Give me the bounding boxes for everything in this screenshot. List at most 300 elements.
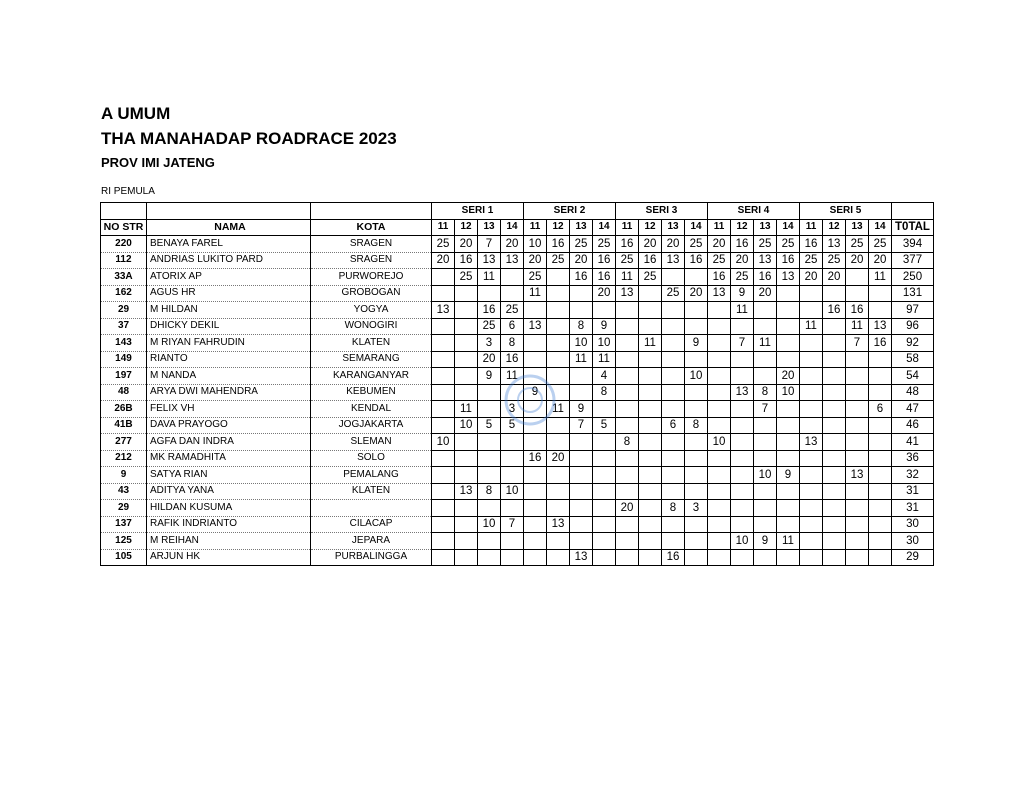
rider-city: KLATEN: [311, 483, 432, 500]
score-cell: [524, 483, 547, 500]
score-cell: [501, 500, 524, 517]
race-header: 13: [754, 219, 777, 236]
score-cell: [823, 335, 846, 352]
table-row: [101, 252, 934, 269]
score-cell: [501, 384, 524, 401]
total-cell: 394: [892, 236, 934, 253]
score-cell: 16: [593, 269, 616, 286]
rider-name: SATYA RIAN: [147, 467, 311, 484]
score-cell: [570, 516, 593, 533]
rider-name: FELIX VH: [147, 401, 311, 418]
score-cell: [524, 302, 547, 319]
score-cell: [639, 450, 662, 467]
score-cell: [823, 516, 846, 533]
score-cell: [455, 351, 478, 368]
score-cell: [501, 467, 524, 484]
score-cell: [570, 533, 593, 550]
rider-name: ATORIX AP: [147, 269, 311, 286]
score-cell: 13: [731, 384, 754, 401]
score-cell: [662, 302, 685, 319]
score-cell: [547, 434, 570, 451]
score-cell: 16: [823, 302, 846, 319]
score-cell: [478, 467, 501, 484]
score-cell: [823, 417, 846, 434]
table-row: [101, 450, 934, 467]
score-cell: [777, 318, 800, 335]
score-cell: [478, 401, 501, 418]
score-cell: [708, 401, 731, 418]
score-cell: [777, 302, 800, 319]
rider-name: RAFIK INDRIANTO: [147, 516, 311, 533]
score-cell: [731, 483, 754, 500]
score-cell: [708, 302, 731, 319]
score-cell: [524, 549, 547, 566]
score-cell: [570, 467, 593, 484]
score-cell: [846, 450, 869, 467]
rider-name: M REIHAN: [147, 533, 311, 550]
score-cell: [800, 335, 823, 352]
score-cell: 16: [662, 549, 685, 566]
score-cell: [846, 533, 869, 550]
total-cell: 30: [892, 533, 934, 550]
total-cell: 54: [892, 368, 934, 385]
score-cell: 4: [593, 368, 616, 385]
score-cell: [662, 401, 685, 418]
score-cell: 20: [800, 269, 823, 286]
score-cell: [754, 549, 777, 566]
score-cell: [685, 450, 708, 467]
score-cell: [662, 269, 685, 286]
score-cell: [662, 368, 685, 385]
score-cell: [616, 401, 639, 418]
rider-city: YOGYA: [311, 302, 432, 319]
score-cell: [616, 483, 639, 500]
score-cell: 25: [524, 269, 547, 286]
score-cell: 10: [777, 384, 800, 401]
score-cell: [455, 384, 478, 401]
score-cell: [823, 549, 846, 566]
blank-cell: [147, 203, 311, 220]
score-cell: 20: [731, 252, 754, 269]
score-cell: [616, 533, 639, 550]
score-cell: [662, 533, 685, 550]
score-cell: [478, 384, 501, 401]
score-cell: 20: [846, 252, 869, 269]
score-cell: [432, 384, 455, 401]
score-cell: [616, 417, 639, 434]
score-cell: [593, 401, 616, 418]
rider-number: 137: [101, 516, 147, 533]
total-cell: 32: [892, 467, 934, 484]
race-header: 14: [685, 219, 708, 236]
total-cell: 31: [892, 500, 934, 517]
score-cell: 25: [593, 236, 616, 253]
score-cell: [455, 434, 478, 451]
score-cell: [846, 483, 869, 500]
score-cell: 20: [432, 252, 455, 269]
score-cell: [639, 533, 662, 550]
score-cell: [432, 335, 455, 352]
score-cell: 25: [869, 236, 892, 253]
total-cell: 47: [892, 401, 934, 418]
score-cell: [846, 285, 869, 302]
score-cell: [432, 417, 455, 434]
score-cell: [432, 368, 455, 385]
score-cell: [708, 533, 731, 550]
score-cell: [846, 384, 869, 401]
score-cell: [478, 285, 501, 302]
rider-number: 220: [101, 236, 147, 253]
score-cell: [662, 434, 685, 451]
score-cell: [869, 533, 892, 550]
score-cell: [616, 384, 639, 401]
series-header-row: [101, 203, 934, 220]
title-organizer: PROV IMI JATENG: [101, 155, 215, 170]
score-cell: [708, 500, 731, 517]
score-cell: [478, 500, 501, 517]
total-cell: 250: [892, 269, 934, 286]
score-cell: [708, 467, 731, 484]
score-cell: 10: [570, 335, 593, 352]
score-cell: [501, 285, 524, 302]
score-cell: 13: [754, 252, 777, 269]
score-cell: [616, 318, 639, 335]
score-cell: 13: [800, 434, 823, 451]
score-cell: [708, 516, 731, 533]
table-row: [101, 434, 934, 451]
score-cell: 11: [639, 335, 662, 352]
score-cell: [662, 318, 685, 335]
score-cell: [731, 368, 754, 385]
score-cell: [685, 384, 708, 401]
table-row: [101, 467, 934, 484]
rider-city: KENDAL: [311, 401, 432, 418]
score-cell: [639, 500, 662, 517]
score-cell: [731, 417, 754, 434]
score-cell: [547, 500, 570, 517]
score-cell: 9: [731, 285, 754, 302]
rider-name: ANDRIAS LUKITO PARD: [147, 252, 311, 269]
score-cell: [685, 467, 708, 484]
score-cell: [685, 516, 708, 533]
score-cell: [478, 434, 501, 451]
total-cell: 31: [892, 483, 934, 500]
score-cell: [432, 549, 455, 566]
rider-number: 197: [101, 368, 147, 385]
score-cell: 7: [478, 236, 501, 253]
score-cell: [777, 335, 800, 352]
score-cell: 6: [869, 401, 892, 418]
race-header: 12: [455, 219, 478, 236]
score-cell: [570, 450, 593, 467]
score-cell: 6: [662, 417, 685, 434]
rider-number: 9: [101, 467, 147, 484]
race-header-row: [101, 219, 934, 236]
score-cell: [869, 549, 892, 566]
score-cell: 25: [501, 302, 524, 319]
score-cell: [455, 467, 478, 484]
score-cell: 8: [754, 384, 777, 401]
score-cell: 20: [869, 252, 892, 269]
results-table: [100, 202, 934, 566]
score-cell: [846, 269, 869, 286]
score-cell: [731, 516, 754, 533]
score-cell: [800, 549, 823, 566]
rider-number: 41B: [101, 417, 147, 434]
score-cell: [754, 434, 777, 451]
score-cell: [846, 516, 869, 533]
score-cell: [616, 351, 639, 368]
score-cell: 10: [708, 434, 731, 451]
score-cell: 8: [478, 483, 501, 500]
rider-name: ADITYA YANA: [147, 483, 311, 500]
score-cell: [685, 302, 708, 319]
score-cell: [547, 384, 570, 401]
score-cell: [869, 483, 892, 500]
score-cell: [777, 351, 800, 368]
score-cell: [800, 533, 823, 550]
score-cell: [823, 401, 846, 418]
score-cell: [616, 549, 639, 566]
score-cell: 10: [731, 533, 754, 550]
table-row: [101, 351, 934, 368]
score-cell: [432, 351, 455, 368]
score-cell: [754, 368, 777, 385]
series-header: SERI 1: [432, 203, 524, 220]
score-cell: [708, 450, 731, 467]
score-cell: [524, 516, 547, 533]
score-cell: [708, 351, 731, 368]
score-cell: [432, 483, 455, 500]
score-cell: [593, 302, 616, 319]
rider-name: M RIYAN FAHRUDIN: [147, 335, 311, 352]
score-cell: [662, 467, 685, 484]
score-cell: [616, 516, 639, 533]
score-cell: 20: [501, 236, 524, 253]
score-cell: [777, 500, 800, 517]
score-cell: [616, 450, 639, 467]
score-cell: [800, 384, 823, 401]
rider-city: [311, 500, 432, 517]
score-cell: [708, 335, 731, 352]
score-cell: 25: [639, 269, 662, 286]
rider-city: KARANGANYAR: [311, 368, 432, 385]
rider-city: CILACAP: [311, 516, 432, 533]
score-cell: 20: [823, 269, 846, 286]
score-cell: 16: [846, 302, 869, 319]
rider-city: GROBOGAN: [311, 285, 432, 302]
score-cell: 16: [777, 252, 800, 269]
rider-name: ARJUN HK: [147, 549, 311, 566]
score-cell: 9: [685, 335, 708, 352]
blank-cell: [311, 203, 432, 220]
score-cell: [639, 549, 662, 566]
score-cell: [685, 351, 708, 368]
score-cell: 8: [501, 335, 524, 352]
score-cell: 25: [662, 285, 685, 302]
score-cell: 20: [708, 236, 731, 253]
score-cell: [823, 467, 846, 484]
score-cell: [708, 483, 731, 500]
score-cell: [800, 368, 823, 385]
score-cell: [593, 483, 616, 500]
score-cell: 10: [685, 368, 708, 385]
score-cell: 10: [501, 483, 524, 500]
total-cell: 92: [892, 335, 934, 352]
score-cell: [547, 351, 570, 368]
rider-number: 29: [101, 302, 147, 319]
score-cell: 9: [524, 384, 547, 401]
score-cell: [777, 417, 800, 434]
score-cell: [685, 401, 708, 418]
table-row: [101, 401, 934, 418]
score-cell: [547, 335, 570, 352]
score-cell: 8: [593, 384, 616, 401]
score-cell: 7: [501, 516, 524, 533]
title-event: THA MANAHADAP ROADRACE 2023: [101, 129, 397, 148]
score-cell: 13: [501, 252, 524, 269]
score-cell: [685, 533, 708, 550]
blank-cell: [892, 203, 934, 220]
total-cell: 36: [892, 450, 934, 467]
score-cell: 11: [616, 269, 639, 286]
score-cell: 11: [846, 318, 869, 335]
rider-name: MK RAMADHITA: [147, 450, 311, 467]
series-header: SERI 4: [708, 203, 800, 220]
score-cell: [731, 351, 754, 368]
rider-number: 29: [101, 500, 147, 517]
series-header: SERI 2: [524, 203, 616, 220]
score-cell: [823, 450, 846, 467]
score-cell: 11: [731, 302, 754, 319]
rider-city: JOGJAKARTA: [311, 417, 432, 434]
score-cell: [524, 351, 547, 368]
rider-name: AGUS HR: [147, 285, 311, 302]
score-cell: [823, 368, 846, 385]
score-cell: [432, 467, 455, 484]
total-cell: 131: [892, 285, 934, 302]
race-header: 13: [846, 219, 869, 236]
score-cell: 25: [685, 236, 708, 253]
table-row: [101, 318, 934, 335]
score-cell: [685, 318, 708, 335]
table-row: [101, 483, 934, 500]
score-cell: [800, 302, 823, 319]
score-cell: 11: [501, 368, 524, 385]
score-cell: [731, 401, 754, 418]
total-cell: 30: [892, 516, 934, 533]
rider-city: SRAGEN: [311, 252, 432, 269]
score-cell: [731, 467, 754, 484]
score-cell: 3: [685, 500, 708, 517]
header-name: NAMA: [147, 219, 311, 236]
score-cell: [754, 318, 777, 335]
score-cell: [593, 549, 616, 566]
score-cell: [869, 384, 892, 401]
score-cell: [524, 500, 547, 517]
score-cell: [731, 318, 754, 335]
score-cell: 20: [662, 236, 685, 253]
rider-name: BENAYA FAREL: [147, 236, 311, 253]
race-header: 11: [708, 219, 731, 236]
rider-number: 112: [101, 252, 147, 269]
score-cell: 7: [731, 335, 754, 352]
score-cell: [455, 368, 478, 385]
score-cell: [432, 318, 455, 335]
score-cell: 3: [501, 401, 524, 418]
rider-number: 212: [101, 450, 147, 467]
rider-name: AGFA DAN INDRA: [147, 434, 311, 451]
score-cell: [547, 483, 570, 500]
race-header: 13: [570, 219, 593, 236]
rider-number: 43: [101, 483, 147, 500]
title-category: A UMUM: [101, 104, 171, 123]
score-cell: 7: [754, 401, 777, 418]
score-cell: 11: [754, 335, 777, 352]
score-cell: [639, 285, 662, 302]
table-row: [101, 236, 934, 253]
score-cell: [616, 335, 639, 352]
score-cell: 11: [570, 351, 593, 368]
score-cell: [754, 500, 777, 517]
score-cell: [455, 285, 478, 302]
score-cell: 16: [731, 236, 754, 253]
race-header: 12: [639, 219, 662, 236]
table-row: [101, 285, 934, 302]
score-cell: [846, 500, 869, 517]
score-cell: [455, 533, 478, 550]
rider-city: PEMALANG: [311, 467, 432, 484]
score-cell: [869, 302, 892, 319]
score-cell: 11: [800, 318, 823, 335]
score-cell: [777, 450, 800, 467]
score-cell: 11: [547, 401, 570, 418]
score-cell: [570, 302, 593, 319]
score-cell: [685, 483, 708, 500]
score-cell: [869, 500, 892, 517]
score-cell: [547, 302, 570, 319]
score-cell: 11: [869, 269, 892, 286]
score-cell: 6: [501, 318, 524, 335]
race-header: 11: [432, 219, 455, 236]
score-cell: 10: [754, 467, 777, 484]
rider-name: DAVA PRAYOGO: [147, 417, 311, 434]
score-cell: [869, 467, 892, 484]
score-cell: 13: [432, 302, 455, 319]
score-cell: [432, 516, 455, 533]
score-cell: 20: [455, 236, 478, 253]
rider-number: 105: [101, 549, 147, 566]
score-cell: 25: [616, 252, 639, 269]
score-cell: 9: [570, 401, 593, 418]
score-cell: 25: [455, 269, 478, 286]
score-cell: [432, 269, 455, 286]
total-cell: 58: [892, 351, 934, 368]
score-cell: [639, 467, 662, 484]
score-cell: [547, 417, 570, 434]
score-cell: [800, 516, 823, 533]
score-cell: 11: [455, 401, 478, 418]
score-cell: 5: [478, 417, 501, 434]
rider-city: WONOGIRI: [311, 318, 432, 335]
score-cell: [455, 450, 478, 467]
score-cell: [455, 318, 478, 335]
rider-city: SRAGEN: [311, 236, 432, 253]
score-cell: 13: [570, 549, 593, 566]
score-cell: [685, 549, 708, 566]
score-cell: 5: [501, 417, 524, 434]
score-cell: [777, 401, 800, 418]
